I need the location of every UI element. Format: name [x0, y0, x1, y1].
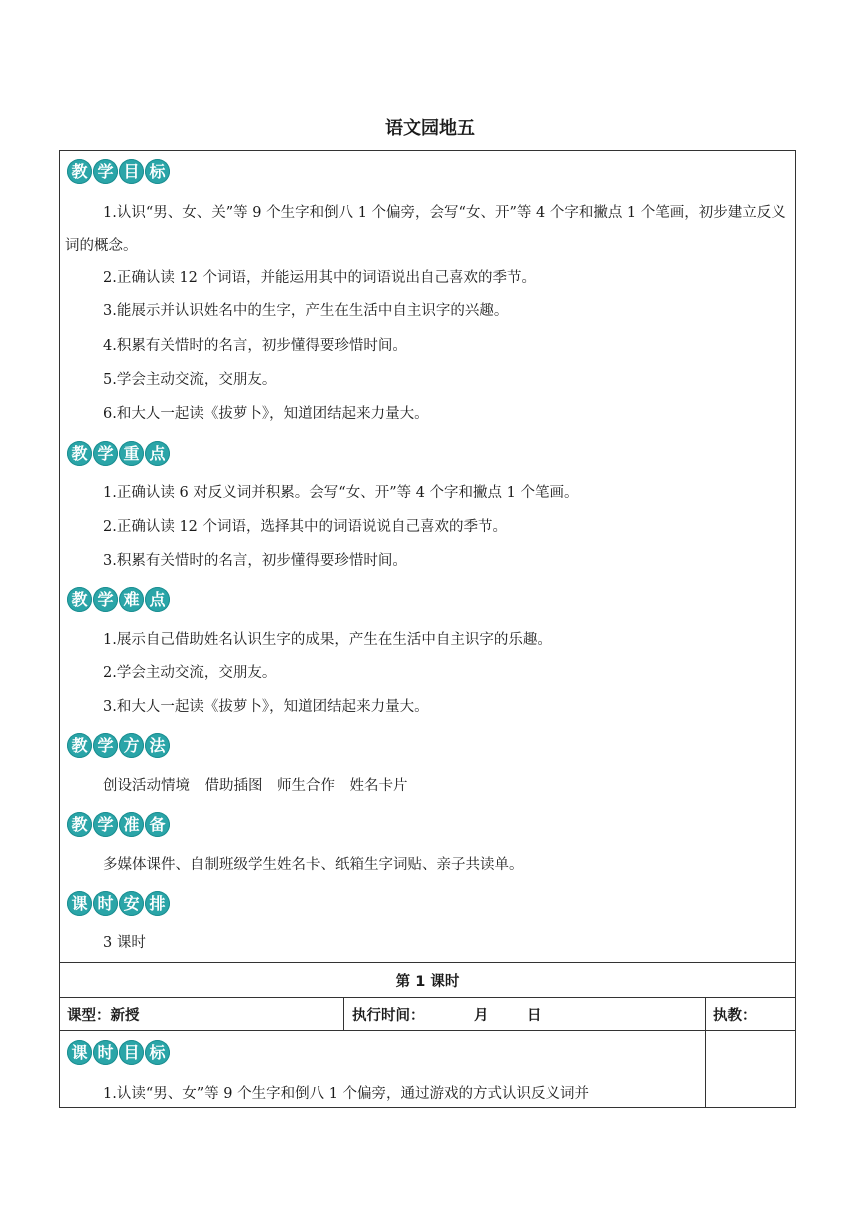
- badge-char: 教: [67, 733, 92, 758]
- badge-char: 排: [145, 891, 170, 916]
- badge-char: 点: [145, 441, 170, 466]
- lesson-heading: 第 1 课时: [395, 974, 460, 990]
- badge-char: 方: [119, 733, 144, 758]
- column-divider: [705, 997, 706, 1108]
- section-badge-preparation: [67, 812, 171, 837]
- badge-char: 难: [119, 587, 144, 612]
- badge-char: 点: [145, 587, 170, 612]
- section-badge-objectives: [67, 159, 171, 184]
- badge-char: 教: [67, 587, 92, 612]
- objective-6: 6.和大人一起读《拔萝卜》，知道团结起来力量大。: [103, 406, 429, 422]
- section-badge-methods: [67, 733, 171, 758]
- section-badge-schedule: [67, 891, 171, 916]
- teacher-label: 执教：: [713, 1008, 757, 1024]
- badge-char: 时: [93, 1040, 118, 1065]
- key-point-1: 1.正确认读 6 对反义词并积累。会写“女、开”等 4 个字和撇点 1 个笔画。: [103, 485, 579, 501]
- objective-2: 2.正确认读 12 个词语，并能运用其中的词语说出自己喜欢的季节。: [103, 270, 537, 286]
- objective-4: 4.积累有关惜时的名言，初步懂得要珍惜时间。: [103, 338, 407, 354]
- badge-char: 目: [119, 159, 144, 184]
- column-divider: [343, 997, 344, 1030]
- month-label: 月: [474, 1008, 489, 1024]
- badge-char: 学: [93, 812, 118, 837]
- badge-char: 标: [145, 1040, 170, 1065]
- section-badge-key-points: [67, 441, 171, 466]
- badge-char: 时: [93, 891, 118, 916]
- section-badge-lesson-objectives: [67, 1040, 171, 1065]
- table-divider: [59, 997, 796, 998]
- badge-char: 准: [119, 812, 144, 837]
- table-divider: [59, 962, 796, 963]
- badge-char: 安: [119, 891, 144, 916]
- schedule-text: 3 课时: [103, 935, 146, 951]
- badge-char: 法: [145, 733, 170, 758]
- badge-char: 课: [67, 891, 92, 916]
- badge-char: 教: [67, 159, 92, 184]
- difficulty-2: 2.学会主动交流，交朋友。: [103, 665, 277, 681]
- difficulty-3: 3.和大人一起读《拔萝卜》，知道团结起来力量大。: [103, 699, 429, 715]
- badge-char: 备: [145, 812, 170, 837]
- key-point-3: 3.积累有关惜时的名言，初步懂得要珍惜时间。: [103, 553, 407, 569]
- badge-char: 教: [67, 812, 92, 837]
- badge-char: 学: [93, 441, 118, 466]
- badge-char: 课: [67, 1040, 92, 1065]
- section-badge-difficulties: [67, 587, 171, 612]
- badge-char: 学: [93, 587, 118, 612]
- key-point-2: 2.正确认读 12 个词语，选择其中的词语说说自己喜欢的季节。: [103, 519, 508, 535]
- objective-3: 3.能展示并认识姓名中的生字，产生在生活中自主识字的兴趣。: [103, 303, 509, 319]
- difficulty-1: 1.展示自己借助姓名认识生字的成果，产生在生活中自主识字的乐趣。: [103, 632, 552, 648]
- lesson-objective-1: 1.认读“男、女”等 9 个生字和倒八 1 个偏旁，通过游戏的方式认识反义词并: [103, 1086, 590, 1102]
- badge-char: 目: [119, 1040, 144, 1065]
- badge-char: 学: [93, 733, 118, 758]
- page-title: 语文园地五: [385, 118, 475, 139]
- execution-time-label: 执行时间：: [352, 1008, 425, 1024]
- badge-char: 学: [93, 159, 118, 184]
- badge-char: 重: [119, 441, 144, 466]
- day-label: 日: [527, 1008, 542, 1024]
- objective-5: 5.学会主动交流，交朋友。: [103, 372, 277, 388]
- preparation-text: 多媒体课件、自制班级学生姓名卡、纸箱生字词贴、亲子共读单。: [103, 857, 524, 873]
- methods-text: 创设活动情境 借助插图 师生合作 姓名卡片: [103, 778, 408, 794]
- objective-1: 1.认识“男、女、关”等 9 个生字和倒八 1 个偏旁，会写“女、开”等 4 个字和撇点 1 个笔画，初步建立反义词的概念。: [65, 205, 786, 254]
- badge-char: 标: [145, 159, 170, 184]
- lesson-type: 课型：新授: [67, 1008, 140, 1024]
- badge-char: 教: [67, 441, 92, 466]
- table-divider: [59, 1030, 796, 1031]
